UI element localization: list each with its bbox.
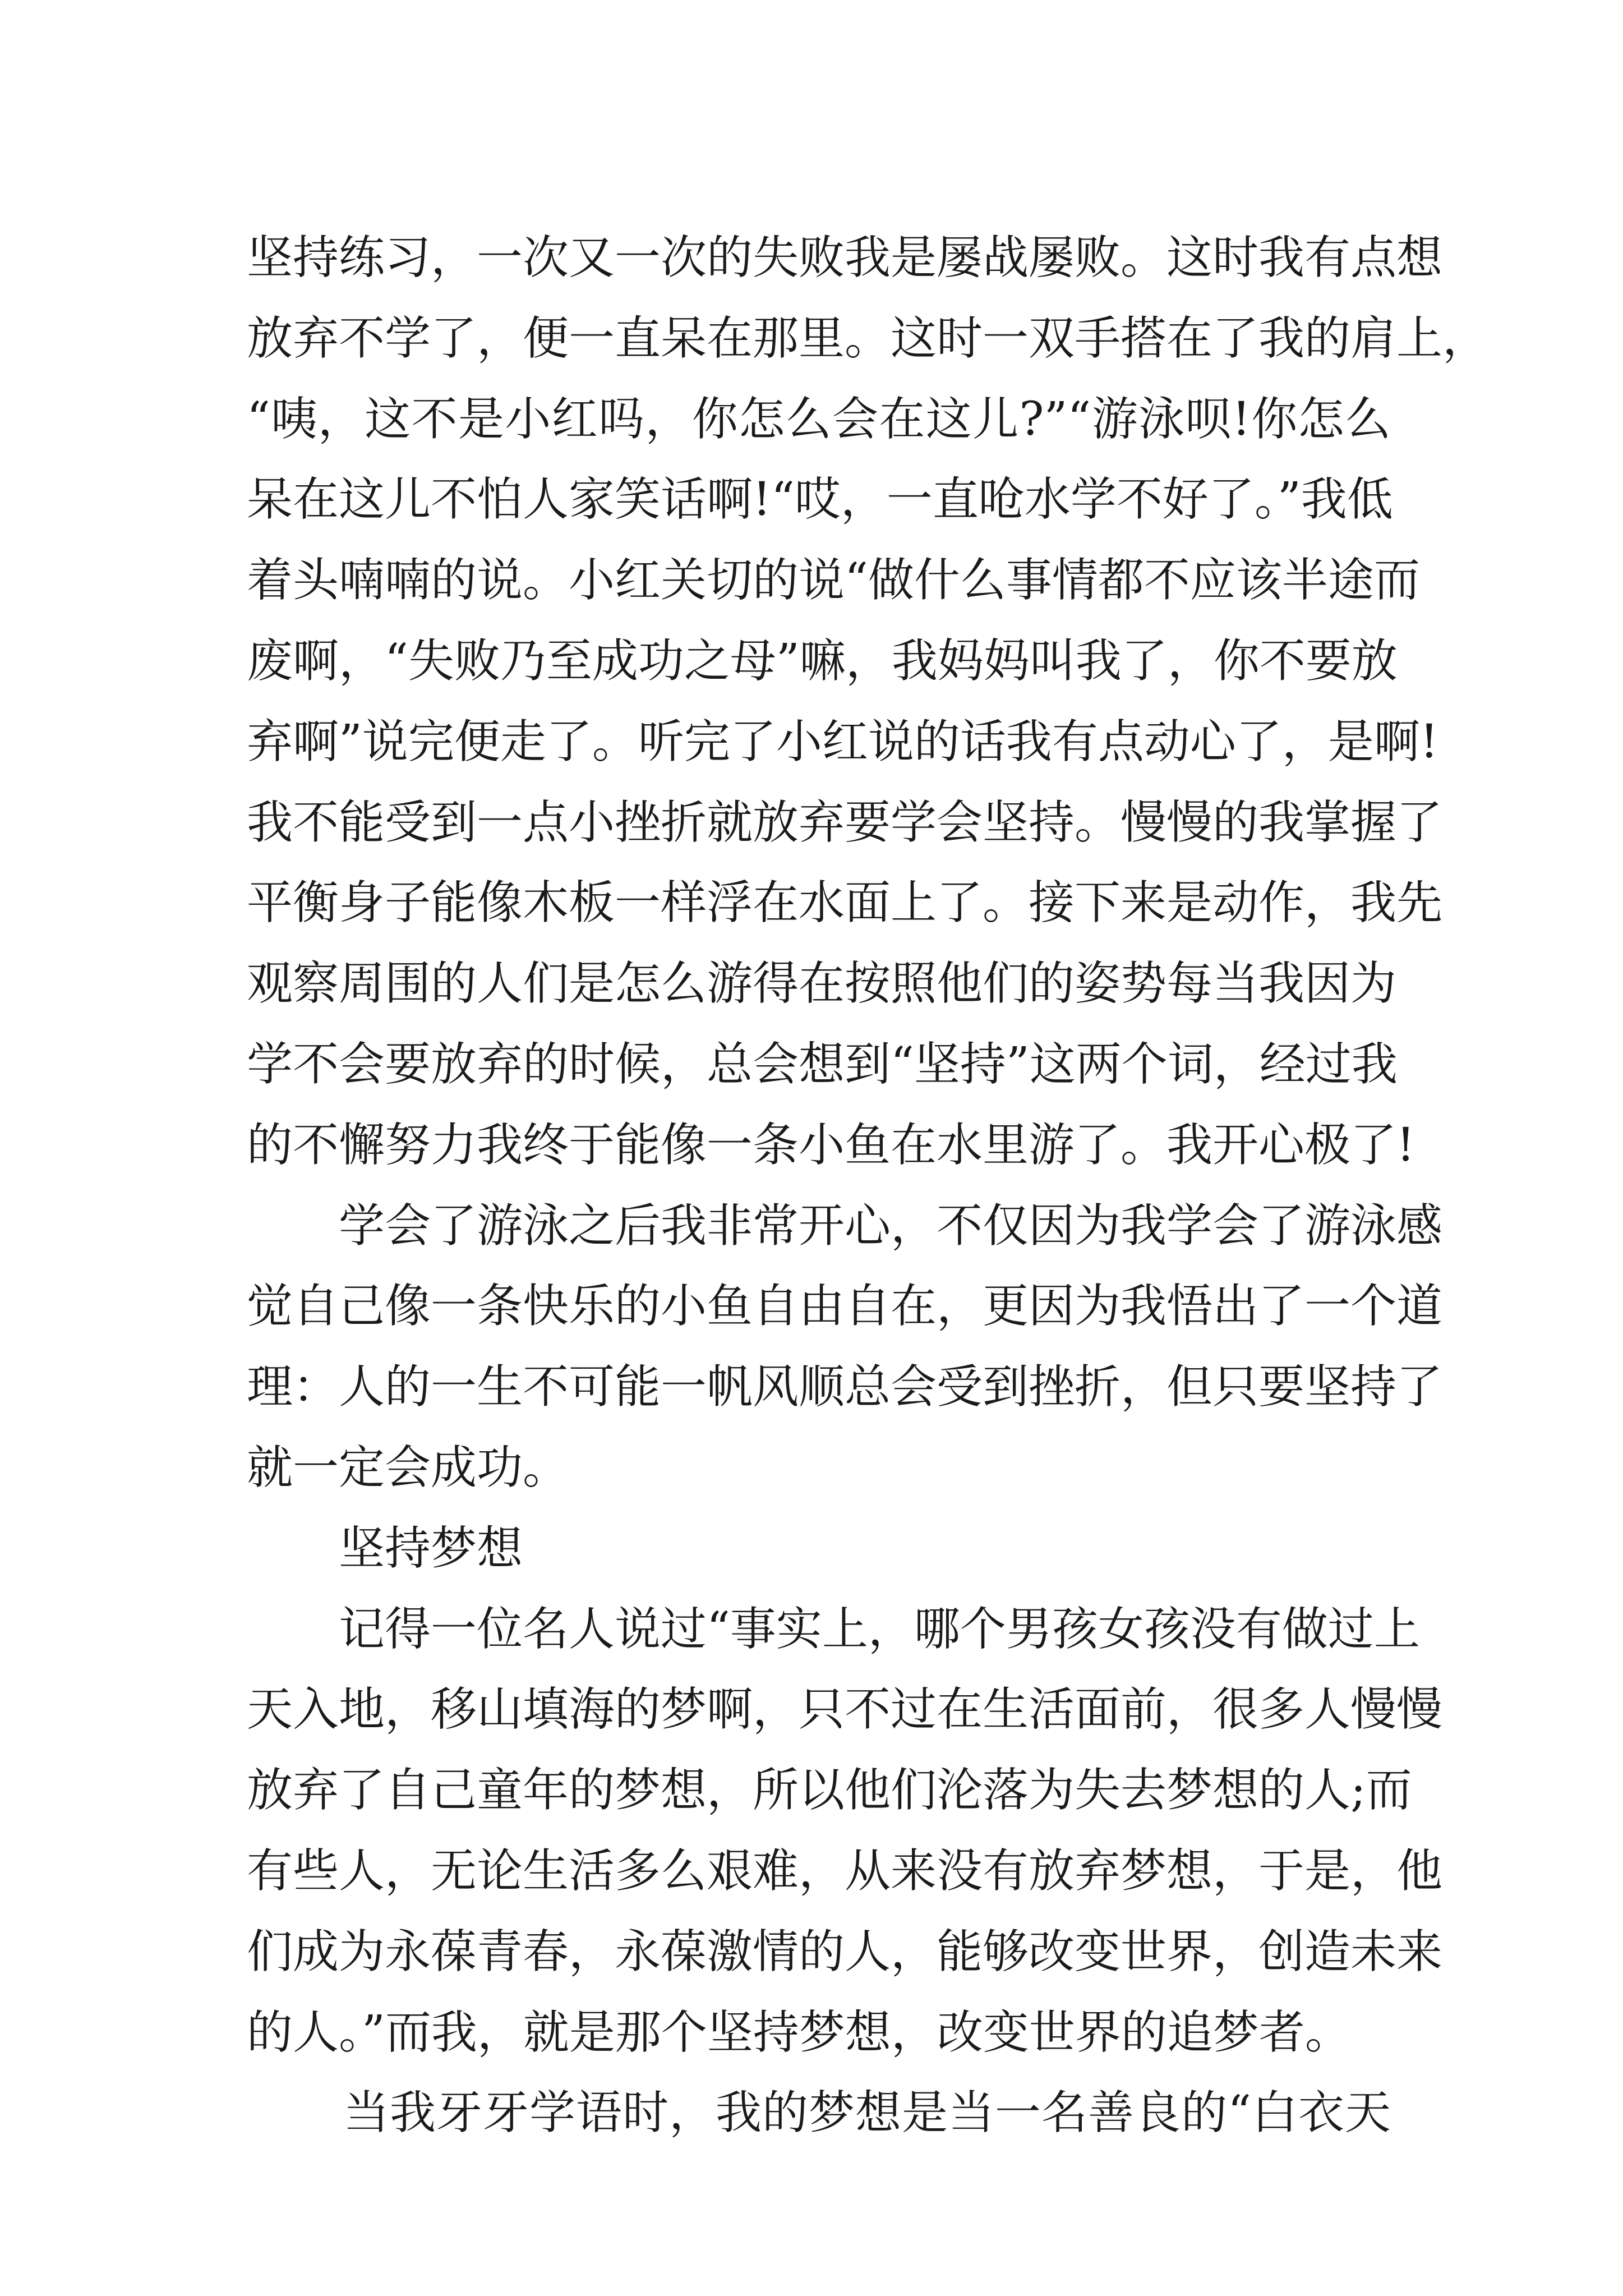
text-line: 着头喃喃的说。小红关切的说“做什么事情都不应该半途而 <box>247 554 1420 608</box>
text-line: 记得一位名人说过“事实上，哪个男孩女孩没有做过上 <box>339 1602 1420 1656</box>
text-line: 的不懈努力我终于能像一条小鱼在水里游了。我开心极了! <box>247 1118 1415 1172</box>
text-line: 就一定会成功。 <box>247 1441 569 1494</box>
text-line: 废啊，“失败乃至成功之母”嘛，我妈妈叫我了，你不要放 <box>247 634 1398 688</box>
document-body <box>247 218 1489 2154</box>
text-line: 学会了游泳之后我非常开心，不仅因为我学会了游泳感 <box>339 1199 1443 1253</box>
text-line: 平衡身子能像木板一样浮在水面上了。接下来是动作，我先 <box>247 876 1443 930</box>
text-line: 的人。”而我，就是那个坚持梦想，改变世界的追梦者。 <box>247 2005 1351 2059</box>
text-line: 坚持练习，一次又一次的失败我是屡战屡败。这时我有点想 <box>247 231 1443 284</box>
text-line: 当我牙牙学语时，我的梦想是当一名善良的“白衣天 <box>343 2086 1391 2140</box>
text-line: 放弃不学了，便一直呆在那里。这时一双手搭在了我的肩上， <box>247 311 1489 365</box>
text-line: 呆在这儿不怕人家笑话啊!“哎，一直呛水学不好了。”我低 <box>247 473 1393 527</box>
text-line: 理：人的一生不可能一帆风顺总会受到挫折，但只要坚持了 <box>247 1360 1443 1414</box>
text-line: 我不能受到一点小挫折就放弃要学会坚持。慢慢的我掌握了 <box>247 795 1443 849</box>
text-line: “咦，这不是小红吗，你怎么会在这儿?”“游泳呗!你怎么 <box>247 392 1391 446</box>
text-line: 有些人，无论生活多么艰难，从来没有放弃梦想，于是，他 <box>247 1844 1443 1898</box>
text-line: 天入地，移山填海的梦啊，只不过在生活面前，很多人慢慢 <box>247 1683 1443 1737</box>
section-heading: 坚持梦想 <box>339 1521 523 1575</box>
text-line: 弃啊”说完便走了。听完了小红说的话我有点动心了，是啊! <box>247 715 1438 769</box>
text-line: 学不会要放弃的时候，总会想到“坚持”这两个词，经过我 <box>247 1037 1398 1091</box>
text-line: 放弃了自己童年的梦想，所以他们沦落为失去梦想的人;而 <box>247 1764 1412 1818</box>
text-line: 觉自己像一条快乐的小鱼自由自在，更因为我悟出了一个道 <box>247 1280 1443 1333</box>
text-line: 们成为永葆青春，永葆激情的人，能够改变世界，创造未来 <box>247 1925 1443 1978</box>
text-line: 观察周围的人们是怎么游得在按照他们的姿势每当我因为 <box>247 957 1397 1011</box>
